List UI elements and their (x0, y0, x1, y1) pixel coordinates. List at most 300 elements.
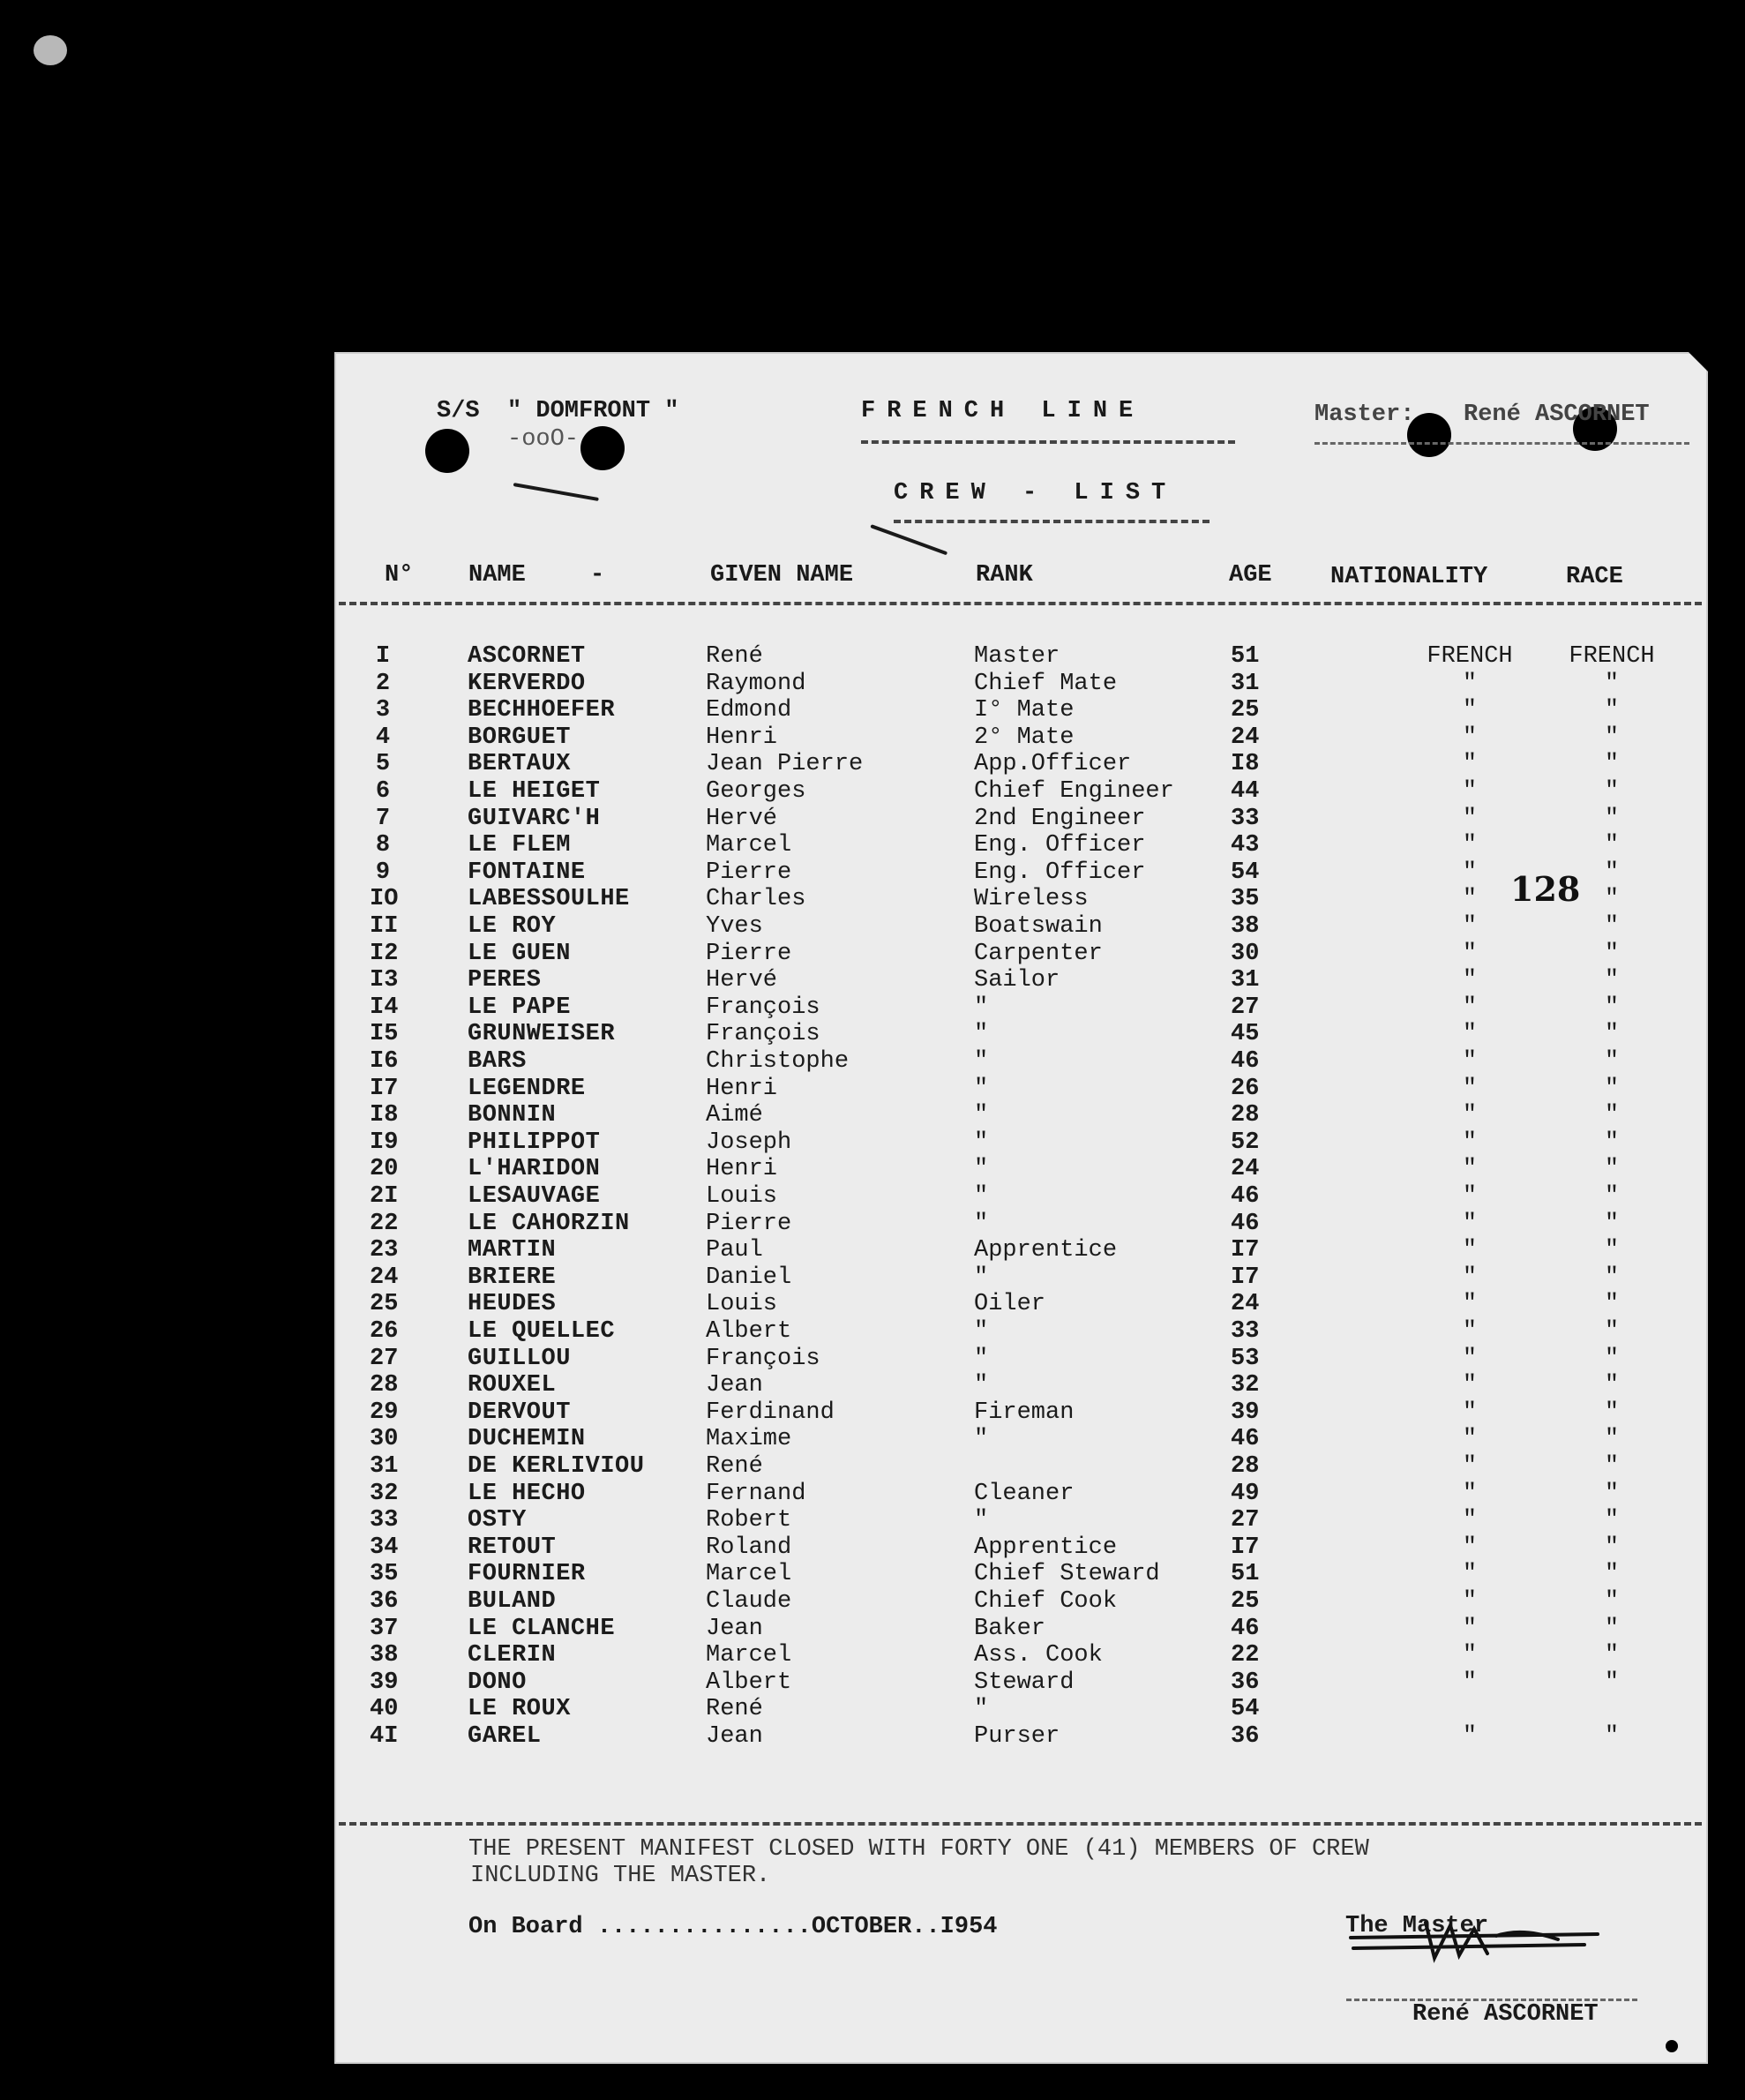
crew-age: 35 (1231, 886, 1260, 913)
crew-race: " (1604, 1345, 1620, 1372)
crew-given-name: Albert (706, 1318, 792, 1345)
col-header-given-name: GIVEN NAME (710, 562, 854, 589)
crew-rank: Chief Mate (974, 670, 1118, 697)
crew-age: 32 (1231, 1372, 1260, 1399)
header-rule (339, 602, 1702, 605)
crew-race: " (1604, 832, 1620, 859)
crew-name: BULAND (468, 1588, 557, 1615)
crew-name: BARS (468, 1048, 527, 1075)
pen-stroke (870, 524, 947, 555)
crew-nationality: FRENCH (1427, 643, 1513, 670)
crew-age: 44 (1231, 778, 1260, 805)
document-title: CREW - LIST (894, 480, 1178, 506)
crew-age: 52 (1231, 1129, 1260, 1156)
crew-no: 8 (375, 832, 391, 859)
crew-race: " (1604, 1021, 1620, 1048)
crew-rank: Baker (974, 1615, 1046, 1642)
crew-no: I4 (370, 994, 399, 1021)
crew-no: 25 (370, 1291, 399, 1318)
crew-age: 39 (1231, 1399, 1260, 1426)
crew-nationality: " (1462, 1669, 1478, 1696)
ship-prefix: S/S (437, 398, 480, 424)
crew-age: 46 (1231, 1183, 1260, 1210)
crew-rank: " (974, 1696, 989, 1723)
company-name: FRENCH LINE (861, 398, 1145, 424)
crew-race: " (1604, 1642, 1620, 1669)
crew-rank: App.Officer (974, 751, 1132, 778)
crew-age: 24 (1231, 1291, 1260, 1318)
table-row (334, 859, 1708, 886)
crew-nationality: " (1462, 724, 1478, 751)
crew-given-name: Raymond (706, 670, 806, 697)
crew-rank: Eng. Officer (974, 832, 1146, 859)
crew-name: BRIERE (468, 1264, 557, 1291)
crew-race: " (1604, 1723, 1620, 1750)
table-row (334, 1291, 1708, 1317)
crew-rank: Purser (974, 1723, 1060, 1750)
crew-given-name: Hervé (706, 805, 778, 832)
crew-nationality: " (1462, 1426, 1478, 1453)
crew-race: " (1604, 913, 1620, 940)
crew-no: I9 (370, 1129, 399, 1156)
crew-name: BERTAUX (468, 751, 571, 778)
crew-name: KERVERDO (468, 670, 586, 697)
crew-given-name: René (706, 1696, 763, 1723)
crew-given-name: François (706, 1021, 820, 1048)
crew-age: 22 (1231, 1642, 1260, 1669)
crew-race: " (1604, 1480, 1620, 1507)
crew-name: ASCORNET (468, 643, 586, 670)
ship-name: " DOMFRONT " (507, 398, 679, 424)
table-row (334, 1696, 1708, 1722)
crew-age: 43 (1231, 832, 1260, 859)
crew-name: DE KERLIVIOU (468, 1453, 645, 1480)
company-underline (861, 440, 1235, 444)
crew-no: 22 (370, 1210, 399, 1237)
crew-name: LE CLANCHE (468, 1615, 616, 1642)
crew-name: PERES (468, 967, 542, 994)
crew-nationality: " (1462, 805, 1478, 832)
crew-rank: " (974, 1372, 989, 1399)
crew-age: 31 (1231, 670, 1260, 697)
crew-rank: Oiler (974, 1291, 1046, 1318)
crew-race: " (1604, 886, 1620, 913)
crew-given-name: Marcel (706, 832, 792, 859)
table-row (334, 724, 1708, 751)
crew-rank: Chief Cook (974, 1588, 1118, 1615)
crew-name: PHILIPPOT (468, 1129, 601, 1156)
crew-list-document (334, 352, 1708, 2064)
crew-race: " (1604, 1534, 1620, 1561)
crew-race: " (1604, 1372, 1620, 1399)
crew-age: 53 (1231, 1345, 1260, 1372)
crew-rank: Chief Steward (974, 1561, 1160, 1588)
crew-nationality: " (1462, 994, 1478, 1021)
crew-age: 30 (1231, 940, 1260, 967)
crew-race: " (1604, 859, 1620, 886)
ship-name-ornament: -ooO- (507, 426, 580, 453)
crew-rank: 2° Mate (974, 724, 1075, 751)
crew-no: 32 (370, 1480, 399, 1507)
crew-given-name: Marcel (706, 1642, 792, 1669)
crew-age: 24 (1231, 724, 1260, 751)
crew-no: 39 (370, 1669, 399, 1696)
crew-age: 26 (1231, 1075, 1260, 1102)
crew-given-name: Pierre (706, 940, 792, 967)
master-signature (1346, 1909, 1611, 1971)
crew-name: GRUNWEISER (468, 1021, 616, 1048)
crew-name: GAREL (468, 1723, 542, 1750)
crew-nationality: " (1462, 670, 1478, 697)
crew-no: 2 (375, 670, 391, 697)
col-header-no: N° (385, 562, 414, 589)
crew-age: I8 (1231, 751, 1260, 778)
crew-race: " (1604, 1561, 1620, 1588)
table-row (334, 1642, 1708, 1669)
crew-no: 24 (370, 1264, 399, 1291)
crew-given-name: Maxime (706, 1426, 792, 1453)
crew-nationality: " (1462, 1318, 1478, 1345)
crew-no: I8 (370, 1102, 399, 1129)
closing-statement-line1: THE PRESENT MANIFEST CLOSED WITH FORTY ONE (41) MEMBERS OF CREW (468, 1836, 1369, 1863)
crew-given-name: René (706, 643, 763, 670)
crew-rank: Sailor (974, 967, 1060, 994)
crew-race: " (1604, 1264, 1620, 1291)
crew-race: " (1604, 1048, 1620, 1075)
crew-no: 28 (370, 1372, 399, 1399)
crew-no: 38 (370, 1642, 399, 1669)
crew-no: 7 (375, 805, 391, 832)
crew-race: " (1604, 1237, 1620, 1264)
crew-race: " (1604, 1588, 1620, 1615)
crew-given-name: Jean (706, 1615, 763, 1642)
table-row (334, 832, 1708, 859)
crew-given-name: Pierre (706, 1210, 792, 1237)
crew-no: I (375, 643, 391, 670)
crew-race: " (1604, 1129, 1620, 1156)
crew-race: " (1604, 1210, 1620, 1237)
crew-race: " (1604, 805, 1620, 832)
crew-no: 2I (370, 1183, 399, 1210)
crew-nationality: " (1462, 1048, 1478, 1075)
signature-name: René ASCORNET (1412, 2001, 1599, 2028)
crew-race: " (1604, 967, 1620, 994)
crew-no: 37 (370, 1615, 399, 1642)
table-row (334, 806, 1708, 832)
crew-name: LE ROY (468, 913, 557, 940)
crew-age: 27 (1231, 1507, 1260, 1534)
table-row (334, 967, 1708, 994)
crew-given-name: Albert (706, 1669, 792, 1696)
crew-age: 28 (1231, 1102, 1260, 1129)
crew-given-name: Charles (706, 886, 806, 913)
crew-age: I7 (1231, 1264, 1260, 1291)
table-row (334, 941, 1708, 967)
crew-no: I3 (370, 967, 399, 994)
crew-race: " (1604, 1102, 1620, 1129)
crew-nationality: " (1462, 1237, 1478, 1264)
crew-given-name: Jean Pierre (706, 751, 864, 778)
crew-age: 49 (1231, 1480, 1260, 1507)
crew-rank: " (974, 1021, 989, 1048)
crew-name: LE ROUX (468, 1696, 571, 1723)
table-row (334, 1399, 1708, 1426)
crew-name: DERVOUT (468, 1399, 571, 1426)
crew-nationality: " (1462, 1642, 1478, 1669)
crew-nationality: " (1462, 1183, 1478, 1210)
crew-rank: " (974, 1129, 989, 1156)
crew-given-name: René (706, 1453, 763, 1480)
table-row (334, 1129, 1708, 1156)
crew-rank: " (974, 1426, 989, 1453)
crew-age: 33 (1231, 805, 1260, 832)
page-stamp-number: 128 (1510, 869, 1581, 909)
crew-given-name: Yves (706, 913, 763, 940)
table-row (334, 913, 1708, 940)
crew-rank: " (974, 1075, 989, 1102)
col-header-rank: RANK (976, 562, 1033, 589)
crew-rank: Boatswain (974, 913, 1103, 940)
crew-no: I7 (370, 1075, 399, 1102)
crew-rank: Fireman (974, 1399, 1075, 1426)
crew-race: " (1604, 1156, 1620, 1183)
signature-label: The Master (1345, 1913, 1489, 1939)
crew-name: BECHHOEFER (468, 697, 616, 724)
crew-name: BORGUET (468, 724, 571, 751)
table-row (334, 1507, 1708, 1534)
crew-no: 5 (375, 751, 391, 778)
crew-rank: " (974, 1264, 989, 1291)
page-corner-fold (1689, 352, 1708, 371)
crew-given-name: Henri (706, 724, 778, 751)
crew-nationality: " (1462, 1102, 1478, 1129)
col-header-race: RACE (1566, 564, 1623, 590)
master-label: Master: (1314, 401, 1415, 428)
crew-nationality: " (1462, 1507, 1478, 1534)
col-header-name: NAME (468, 562, 526, 589)
crew-given-name: Daniel (706, 1264, 792, 1291)
crew-no: 23 (370, 1237, 399, 1264)
crew-name: DONO (468, 1669, 527, 1696)
table-row (334, 1588, 1708, 1615)
table-row (334, 1561, 1708, 1587)
table-row (334, 1048, 1708, 1075)
table-row (334, 1211, 1708, 1237)
crew-nationality: " (1462, 913, 1478, 940)
crew-age: 31 (1231, 967, 1260, 994)
crew-name: MARTIN (468, 1237, 557, 1264)
table-row (334, 697, 1708, 724)
crew-given-name: Jean (706, 1723, 763, 1750)
crew-no: 20 (370, 1156, 399, 1183)
crew-name: OSTY (468, 1507, 527, 1534)
crew-given-name: Louis (706, 1183, 778, 1210)
crew-nationality: " (1462, 1264, 1478, 1291)
table-row (334, 1021, 1708, 1047)
crew-rank: Wireless (974, 886, 1089, 913)
crew-name: LABESSOULHE (468, 886, 630, 913)
crew-rank: " (974, 1210, 989, 1237)
crew-no: 30 (370, 1426, 399, 1453)
table-row (334, 994, 1708, 1021)
crew-given-name: Pierre (706, 859, 792, 886)
table-row (334, 1372, 1708, 1399)
crew-given-name: Ferdinand (706, 1399, 835, 1426)
crew-given-name: Claude (706, 1588, 792, 1615)
crew-no: IO (370, 886, 399, 913)
crew-given-name: Henri (706, 1075, 778, 1102)
crew-rank: Chief Engineer (974, 778, 1174, 805)
crew-rank: " (974, 1318, 989, 1345)
crew-name: LEGENDRE (468, 1075, 586, 1102)
crew-no: 34 (370, 1534, 399, 1561)
crew-nationality: " (1462, 1129, 1478, 1156)
crew-no: I6 (370, 1048, 399, 1075)
punch-hole (425, 429, 469, 473)
table-row (334, 1453, 1708, 1480)
crew-age: 33 (1231, 1318, 1260, 1345)
crew-no: 9 (375, 859, 391, 886)
crew-name: LE HEIGET (468, 778, 601, 805)
crew-race: " (1604, 697, 1620, 724)
table-row (334, 1346, 1708, 1372)
crew-no: 29 (370, 1399, 399, 1426)
crew-race: " (1604, 1291, 1620, 1318)
crew-rank: " (974, 1183, 989, 1210)
crew-name: LE HECHO (468, 1480, 586, 1507)
crew-nationality: " (1462, 697, 1478, 724)
crew-age: 36 (1231, 1669, 1260, 1696)
crew-race: " (1604, 1075, 1620, 1102)
crew-nationality: " (1462, 1345, 1478, 1372)
crew-name: L'HARIDON (468, 1156, 601, 1183)
crew-nationality: " (1462, 1534, 1478, 1561)
crew-given-name: Joseph (706, 1129, 792, 1156)
table-row (334, 1318, 1708, 1345)
table-row (334, 1669, 1708, 1696)
crew-name: LE QUELLEC (468, 1318, 616, 1345)
crew-age: 38 (1231, 913, 1260, 940)
crew-nationality: " (1462, 1588, 1478, 1615)
crew-race: " (1604, 724, 1620, 751)
crew-nationality: " (1462, 1075, 1478, 1102)
crew-given-name: Hervé (706, 967, 778, 994)
crew-race: " (1604, 1453, 1620, 1480)
crew-no: 3 (375, 697, 391, 724)
table-row (334, 886, 1708, 912)
crew-rank: " (974, 1345, 989, 1372)
crew-age: 46 (1231, 1615, 1260, 1642)
crew-age: 25 (1231, 697, 1260, 724)
crew-given-name: Christophe (706, 1048, 850, 1075)
crew-name: DUCHEMIN (468, 1426, 586, 1453)
crew-given-name: Roland (706, 1534, 792, 1561)
crew-given-name: Aimé (706, 1102, 763, 1129)
crew-name: BONNIN (468, 1102, 557, 1129)
table-row (334, 643, 1708, 670)
crew-nationality: " (1462, 1561, 1478, 1588)
crew-given-name: Jean (706, 1372, 763, 1399)
table-row (334, 1534, 1708, 1561)
table-row (334, 1723, 1708, 1750)
crew-race: " (1604, 994, 1620, 1021)
crew-nationality: " (1462, 967, 1478, 994)
crew-no: 4 (375, 724, 391, 751)
crew-race: " (1604, 1183, 1620, 1210)
crew-race: FRENCH (1569, 643, 1655, 670)
crew-name: ROUXEL (468, 1372, 557, 1399)
crew-nationality: " (1462, 1723, 1478, 1750)
master-underline (1314, 442, 1689, 445)
crew-nationality: " (1462, 1480, 1478, 1507)
crew-nationality: " (1462, 751, 1478, 778)
crew-given-name: François (706, 1345, 820, 1372)
crew-nationality: " (1462, 886, 1478, 913)
crew-race: " (1604, 940, 1620, 967)
crew-race: " (1604, 1615, 1620, 1642)
crew-race: " (1604, 670, 1620, 697)
crew-name: HEUDES (468, 1291, 557, 1318)
col-header-nationality: NATIONALITY (1330, 564, 1488, 590)
crew-no: 40 (370, 1696, 399, 1723)
crew-no: I5 (370, 1021, 399, 1048)
crew-nationality: " (1462, 940, 1478, 967)
table-row (334, 1264, 1708, 1291)
closing-statement-line2: INCLUDING THE MASTER. (470, 1863, 771, 1889)
col-header-age: AGE (1229, 562, 1272, 589)
crew-age: 51 (1231, 643, 1260, 670)
crew-name: GUILLOU (468, 1345, 571, 1372)
crew-age: 54 (1231, 1696, 1260, 1723)
crew-nationality: " (1462, 1291, 1478, 1318)
crew-nationality: " (1462, 1210, 1478, 1237)
crew-no: 26 (370, 1318, 399, 1345)
punch-hole (580, 426, 625, 470)
crew-race: " (1604, 1318, 1620, 1345)
crew-age: 36 (1231, 1723, 1260, 1750)
crew-age: I7 (1231, 1534, 1260, 1561)
crew-rank: " (974, 994, 989, 1021)
crew-age: 54 (1231, 859, 1260, 886)
crew-nationality: " (1462, 1399, 1478, 1426)
crew-name: CLERIN (468, 1642, 557, 1669)
crew-given-name: Louis (706, 1291, 778, 1318)
crew-age: 24 (1231, 1156, 1260, 1183)
table-row (334, 778, 1708, 805)
crew-rank: " (974, 1102, 989, 1129)
master-name: René ASCORNET (1464, 401, 1650, 428)
table-row (334, 1426, 1708, 1452)
table-row (334, 1102, 1708, 1129)
crew-name: LESAUVAGE (468, 1183, 601, 1210)
crew-race: " (1604, 751, 1620, 778)
crew-rank: Apprentice (974, 1237, 1118, 1264)
table-row (334, 671, 1708, 697)
crew-given-name: Fernand (706, 1480, 806, 1507)
crew-race: " (1604, 1399, 1620, 1426)
crew-no: I2 (370, 940, 399, 967)
crew-no: II (370, 913, 399, 940)
crew-name: LE PAPE (468, 994, 571, 1021)
table-row (334, 1481, 1708, 1507)
crew-name: LE FLEM (468, 832, 571, 859)
crew-age: 45 (1231, 1021, 1260, 1048)
crew-nationality: " (1462, 1156, 1478, 1183)
crew-nationality: " (1462, 1372, 1478, 1399)
crew-race: " (1604, 1426, 1620, 1453)
table-row (334, 1616, 1708, 1642)
crew-rank: Steward (974, 1669, 1075, 1696)
